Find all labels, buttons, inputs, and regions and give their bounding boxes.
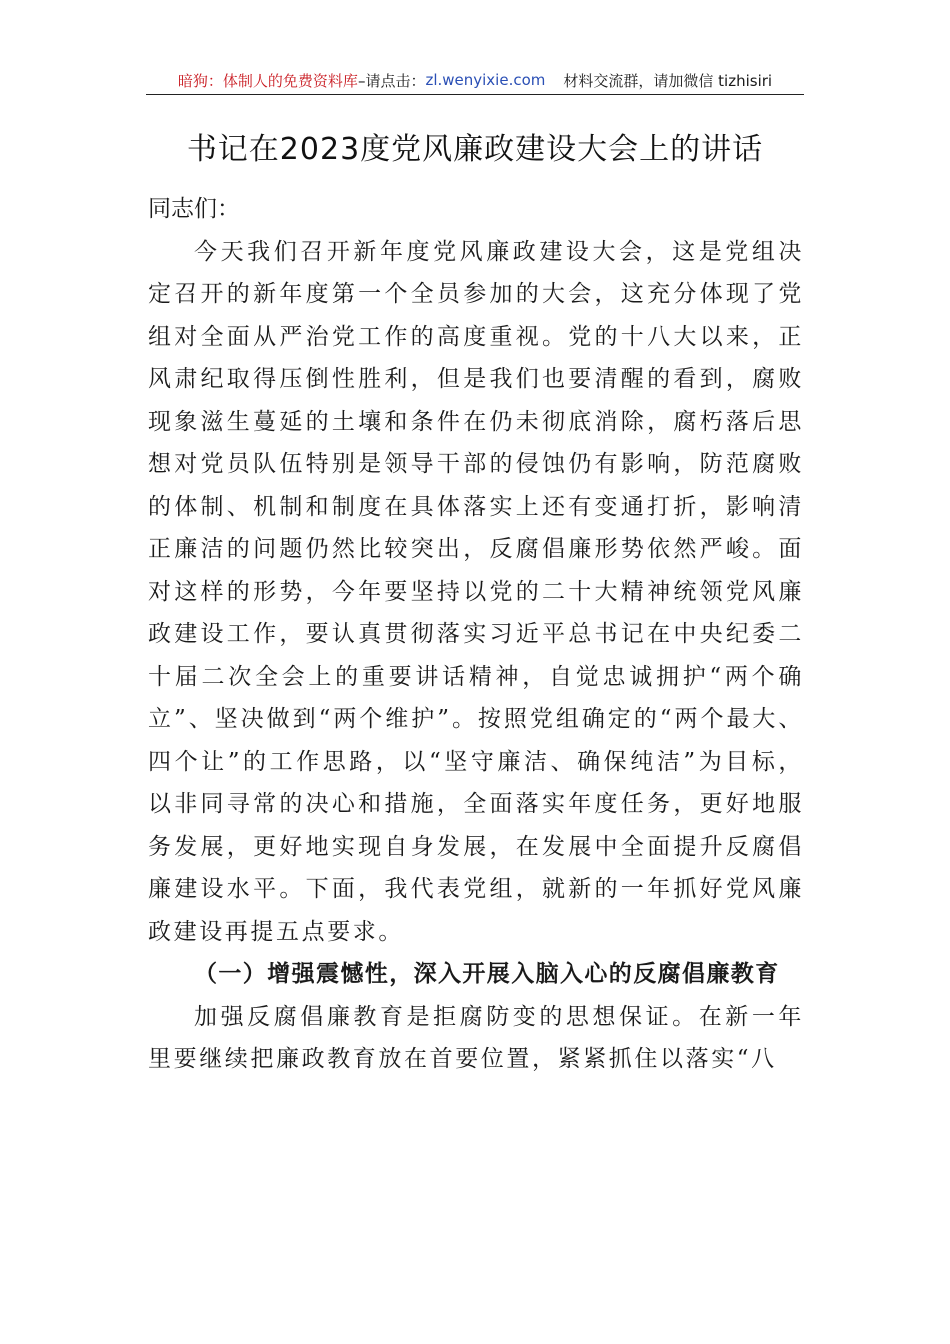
- header-click-prompt: –请点击：: [357, 71, 426, 90]
- header-url-link[interactable]: zl.wenyixie.com: [425, 71, 546, 89]
- section-1-heading: （一）增强震憾性，深入开展入脑入心的反腐倡廉教育: [194, 961, 780, 987]
- document-body: [148, 188, 804, 1081]
- document-title: 书记在2023度党风廉政建设大会上的讲话: [186, 132, 764, 167]
- header-site-name: 暗狗：体制人的免费资料库: [177, 71, 358, 90]
- intro-paragraph: 今天我们召开新年度党风廉政建设大会，这是党组决定召开的新年度第一个全员参加的大会，这充分体现了党组对全面从严治党工作的高度重视。党的十八大以来，正风肃纪取得压倒性胜利，但是我们也要清醒的看到，腐败现象滋生蔓延的土壤和条件在仍未彻底消除，腐朽落后思想对党员队伍特别是领导干部的侵蚀仍有影响，防范腐败的体制、机制和制度在具体落实上还有变通打折，影响清正廉洁的问题仍然比较突出，反腐倡廉形势依然严峻。面对这样的形势，今年要坚持以党的二十大精神统领党风廉政建设工作，要认真贯彻落实习近平总书记在中央纪委二十届二次全会上的重要讲话精神，自觉忠诚拥护“两个确立”、坚决做到“两个维护”。按照党组确定的“两个最大、四个让”的工作思路，以“坚守廉洁、确保纯洁”为目标，以非同寻常的决心和措施，全面落实年度任务，更好地服务发展，更好地实现自身发展，在发展中全面提升反腐倡廉建设水平。下面，我代表党组，就新的一年抓好党风廉政建设再提五点要求。: [148, 238, 804, 945]
- header-contact: 材料交流群，请加微信 tizhisiri: [563, 71, 773, 90]
- section-1-paragraph: 加强反腐倡廉教育是拒腐防变的思想保证。在新一年里要继续把廉政教育放在首要位置，紧紧抓住以落实“八: [148, 1003, 804, 1072]
- salutation: 同志们：: [148, 196, 240, 222]
- page-header: [146, 66, 804, 95]
